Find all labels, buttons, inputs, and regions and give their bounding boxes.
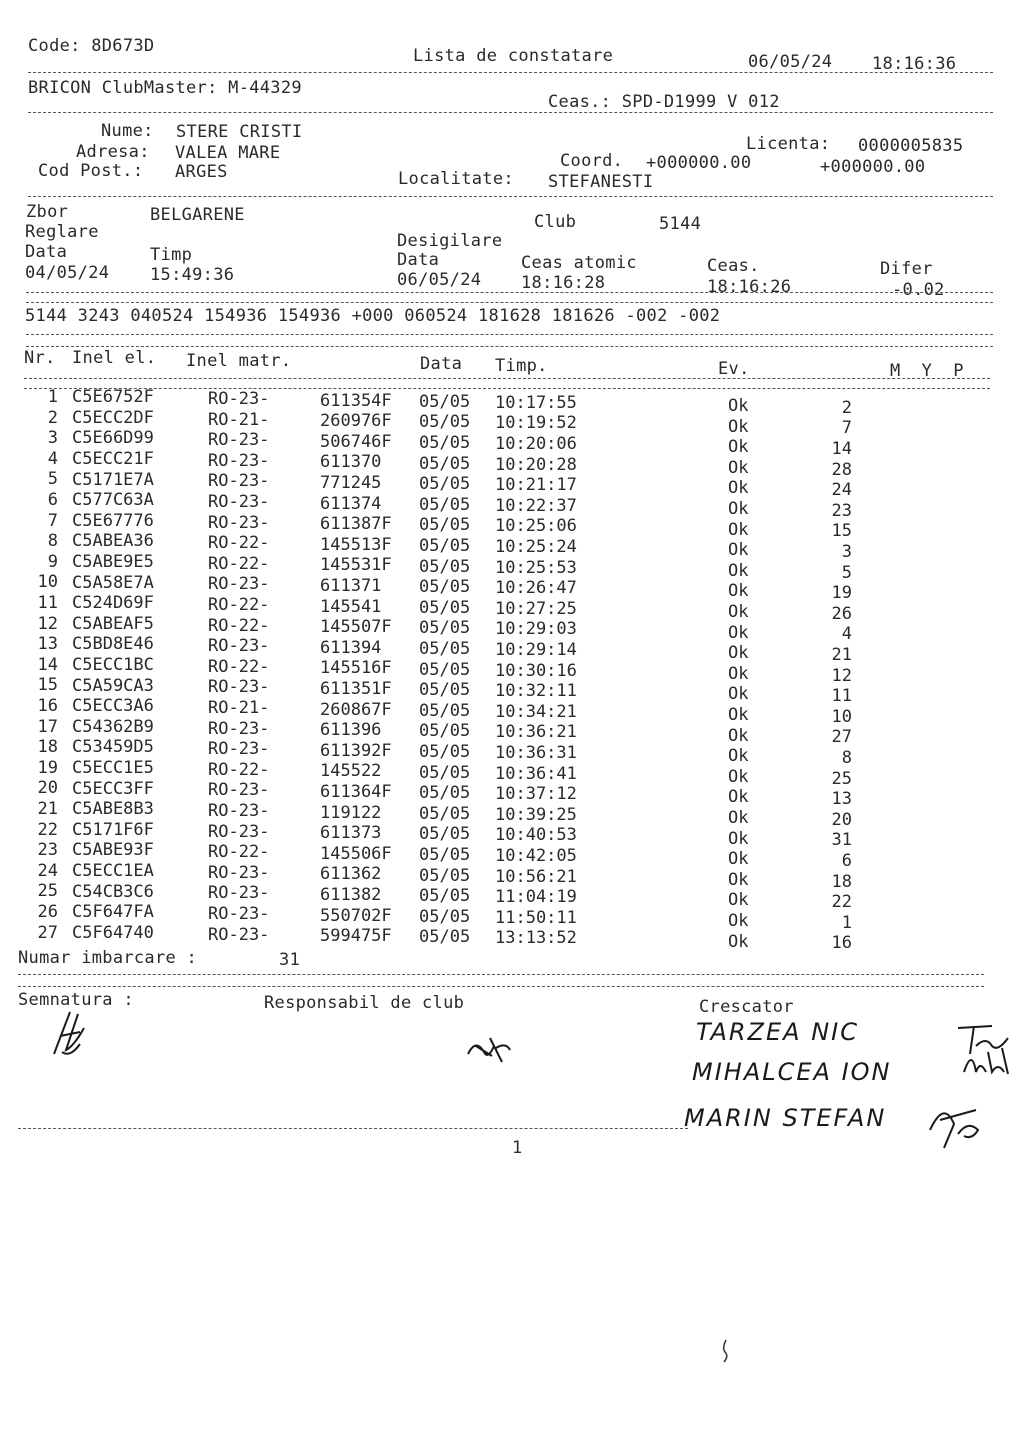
ring-prefix: RO-22- <box>208 759 270 780</box>
club-label: Club <box>534 212 577 232</box>
electronic-ring: C54CB3C6 <box>72 881 154 902</box>
event-status: Ok <box>728 705 749 726</box>
arrival-date: 05/05 <box>419 536 471 557</box>
event-status: Ok <box>728 808 749 829</box>
desigilare-date: 06/05/24 <box>397 270 482 290</box>
position-number: 10 <box>831 706 852 727</box>
event-status: Ok <box>728 560 749 581</box>
arrival-time: 10:42:05 <box>495 846 577 867</box>
electronic-ring: C5ABE93F <box>72 840 154 861</box>
position-number: 25 <box>831 768 852 789</box>
col-header-myp: M Y P <box>890 361 964 381</box>
ring-prefix: RO-23- <box>208 780 270 801</box>
ring-prefix: RO-22- <box>208 533 270 554</box>
row-number: 3 <box>47 428 58 449</box>
ring-prefix: RO-22- <box>208 553 270 574</box>
ring-number: 145541 <box>320 596 382 617</box>
row-number: 16 <box>37 696 58 716</box>
arrival-time: 10:20:06 <box>495 434 577 455</box>
row-number: 22 <box>37 819 58 840</box>
ring-prefix: RO-23- <box>208 718 270 739</box>
row-number: 9 <box>47 551 58 572</box>
col-header-inel-matr: Inel matr. <box>186 351 292 371</box>
ring-number: 611370 <box>320 452 382 473</box>
position-number: 13 <box>831 789 852 810</box>
ring-number: 611392F <box>320 740 392 761</box>
electronic-ring: C5171F6F <box>72 819 154 840</box>
postal-label: Cod Post.: <box>38 161 144 181</box>
clock-id: Ceas.: SPD-D1999 V 012 <box>548 92 780 112</box>
arrival-date: 05/05 <box>419 639 471 660</box>
position-number: 11 <box>831 686 852 707</box>
event-status: Ok <box>728 828 749 849</box>
ring-number: 260976F <box>320 411 392 432</box>
arrival-date: 05/05 <box>419 659 471 680</box>
owner-postal: ARGES <box>175 162 228 182</box>
ring-number: 611382 <box>320 884 382 905</box>
arrival-date: 05/05 <box>419 618 471 639</box>
arrival-time: 10:26:47 <box>495 578 577 599</box>
arrival-time: 10:37:12 <box>495 784 577 805</box>
divider <box>28 112 993 113</box>
divider <box>24 378 990 379</box>
electronic-ring: C5E6752F <box>72 387 154 408</box>
ring-number: 611396 <box>320 720 382 741</box>
clubmaster-id: BRICON ClubMaster: M-44329 <box>28 78 302 98</box>
responsabil-label: Responsabil de club <box>264 993 465 1013</box>
position-number: 20 <box>831 809 852 830</box>
col-header-data: Data <box>420 354 463 374</box>
arrival-time: 10:34:21 <box>495 701 577 722</box>
position-number: 2 <box>841 397 852 418</box>
ring-number: 145506F <box>320 843 392 864</box>
arrival-date: 05/05 <box>419 680 471 701</box>
row-number: 10 <box>37 572 58 593</box>
electronic-ring: C5ECC3A6 <box>72 696 154 717</box>
ring-number: 611371 <box>320 575 382 596</box>
electronic-ring: C5ABE9E5 <box>72 551 154 572</box>
position-number: 24 <box>831 480 852 501</box>
position-number: 5 <box>841 562 852 583</box>
signature-mark <box>40 1006 100 1066</box>
imbarcare-count: 31 <box>279 950 301 970</box>
arrival-time: 10:56:21 <box>495 866 577 887</box>
arrival-date: 05/05 <box>419 433 471 454</box>
address-label: Adresa: <box>76 142 150 162</box>
event-status: Ok <box>728 416 749 437</box>
electronic-ring: C5ECC21F <box>72 448 154 469</box>
electronic-ring: C5ECC1BC <box>72 654 154 675</box>
ring-prefix: RO-23- <box>208 574 270 595</box>
electronic-ring: C53459D5 <box>72 737 154 758</box>
arrival-time: 10:25:53 <box>495 557 577 578</box>
position-number: 21 <box>831 644 852 665</box>
imbarcare-label: Numar imbarcare : <box>18 948 198 968</box>
row-number: 12 <box>37 613 58 634</box>
arrival-time: 10:39:25 <box>495 804 577 825</box>
reglare-data-label: Data <box>25 242 68 262</box>
ring-prefix: RO-23- <box>208 739 270 760</box>
arrival-date: 05/05 <box>419 515 471 536</box>
row-number: 7 <box>47 510 58 531</box>
electronic-ring: C5ABE8B3 <box>72 799 154 820</box>
position-number: 27 <box>831 727 852 748</box>
arrival-time: 10:25:06 <box>495 516 577 537</box>
row-number: 2 <box>47 407 58 428</box>
ring-number: 260867F <box>320 699 392 720</box>
row-number: 14 <box>37 654 58 675</box>
col-header-nr: Nr. <box>24 348 56 368</box>
electronic-ring: C5171E7A <box>72 469 154 490</box>
event-status: Ok <box>728 519 749 540</box>
license-label: Licenta: <box>746 134 831 154</box>
arrival-date: 05/05 <box>419 494 471 515</box>
ceas-label: Ceas. <box>707 256 760 276</box>
arrival-date: 05/05 <box>419 474 471 495</box>
arrival-time: 10:36:31 <box>495 743 577 764</box>
owner-name: STERE CRISTI <box>176 122 303 142</box>
event-status: Ok <box>728 396 749 417</box>
zbor-label: Zbor <box>26 202 69 222</box>
arrival-date: 05/05 <box>419 927 471 948</box>
divider <box>28 196 993 197</box>
arrival-time: 10:36:41 <box>495 763 577 784</box>
row-number: 23 <box>37 840 58 861</box>
arrival-date: 05/05 <box>419 803 471 824</box>
club-signature-mark <box>462 1028 514 1072</box>
arrival-time: 11:04:19 <box>495 887 577 908</box>
position-number: 14 <box>831 438 852 459</box>
electronic-ring: C5A59CA3 <box>72 675 154 696</box>
club-number: 5144 <box>659 214 702 234</box>
handwritten-name-1: TARZEA NIC <box>696 1018 859 1046</box>
ring-prefix: RO-23- <box>208 471 270 492</box>
position-number: 22 <box>831 892 852 913</box>
handwritten-name-3: MARIN STEFAN <box>684 1104 887 1132</box>
position-number: 6 <box>841 850 852 871</box>
arrival-time: 10:27:25 <box>495 598 577 619</box>
divider <box>18 974 984 975</box>
reglare-date: 04/05/24 <box>25 263 110 283</box>
ring-prefix: RO-22- <box>208 842 270 863</box>
row-number: 11 <box>37 593 58 613</box>
position-number: 23 <box>831 500 852 521</box>
ring-number: 145531F <box>320 555 392 576</box>
document-title: Lista de constatare <box>413 46 614 66</box>
ring-prefix: RO-23- <box>208 883 270 904</box>
ring-number: 611373 <box>320 823 382 844</box>
row-number: 24 <box>37 860 58 881</box>
electronic-ring: C5ABEAF5 <box>72 613 154 634</box>
row-number: 6 <box>47 490 58 510</box>
desigilare-data-label: Data <box>397 250 440 270</box>
arrival-time: 10:32:11 <box>495 681 577 702</box>
arrival-time: 10:22:37 <box>495 495 577 516</box>
locality-label: Localitate: <box>398 169 514 189</box>
divider <box>28 72 993 73</box>
arrival-date: 05/05 <box>419 577 471 598</box>
event-status: Ok <box>728 684 749 705</box>
row-number: 4 <box>47 448 58 469</box>
position-number: 8 <box>841 747 852 768</box>
ring-number: 611362 <box>320 864 382 885</box>
arrival-date: 05/05 <box>419 824 471 845</box>
arrival-date: 05/05 <box>419 783 471 804</box>
clock-time: 18:16:26 <box>707 277 792 297</box>
event-status: Ok <box>728 499 749 520</box>
position-number: 15 <box>831 521 852 542</box>
electronic-ring: C5ECC1EA <box>72 860 154 881</box>
position-number: 4 <box>841 624 852 645</box>
arrival-date: 05/05 <box>419 700 471 721</box>
handwritten-name-2: MIHALCEA ION <box>692 1058 892 1086</box>
electronic-ring: C577C63A <box>72 490 154 511</box>
arrival-date: 05/05 <box>419 597 471 618</box>
ring-prefix: RO-22- <box>208 595 270 616</box>
arrival-time: 10:29:03 <box>495 619 577 640</box>
arrival-date: 05/05 <box>419 845 471 866</box>
arrival-date: 05/05 <box>419 886 471 907</box>
difer-label: Difer <box>880 259 933 279</box>
position-number: 26 <box>831 603 852 624</box>
electronic-ring: C5F64740 <box>72 922 154 943</box>
row-number: 17 <box>37 716 58 737</box>
owner-locality: STEFANESTI <box>548 172 654 192</box>
zbor-name: BELGARENE <box>150 205 245 225</box>
ring-number: 611374 <box>320 493 382 514</box>
header-date: 06/05/24 <box>748 52 833 72</box>
ring-number: 771245 <box>320 472 382 493</box>
ink-speck <box>718 1338 732 1364</box>
divider <box>26 346 993 347</box>
row-number: 20 <box>37 778 58 799</box>
row-number: 18 <box>37 737 58 758</box>
ring-prefix: RO-23- <box>208 862 270 883</box>
row-number: 8 <box>47 531 58 552</box>
ring-number: 611354F <box>320 390 392 411</box>
position-number: 18 <box>831 871 852 892</box>
name-label: Nume: <box>101 121 154 141</box>
event-status: Ok <box>728 643 749 664</box>
license-number: 0000005835 <box>858 136 964 156</box>
electronic-ring: C5A58E7A <box>72 572 154 593</box>
desigilare-label: Desigilare <box>397 231 503 251</box>
row-number: 26 <box>37 902 58 922</box>
crescator-label: Crescator <box>699 997 794 1017</box>
arrival-time: 10:25:24 <box>495 537 577 558</box>
divider <box>24 388 990 389</box>
arrival-date: 05/05 <box>419 391 471 412</box>
electronic-ring: C5ECC1E5 <box>72 757 154 778</box>
ring-prefix: RO-23- <box>208 801 270 822</box>
arrival-date: 05/05 <box>419 556 471 577</box>
ring-number: 611387F <box>320 514 392 535</box>
arrival-date: 05/05 <box>419 742 471 763</box>
arrival-time: 10:40:53 <box>495 825 577 846</box>
divider <box>18 1128 688 1129</box>
electronic-ring: C54362B9 <box>72 716 154 737</box>
col-header-timp: Timp. <box>495 356 548 376</box>
ring-number: 506746F <box>320 431 392 452</box>
row-number: 1 <box>47 387 58 407</box>
event-status: Ok <box>728 766 749 787</box>
ring-number: 550702F <box>320 905 392 926</box>
coord-x: +000000.00 <box>646 153 752 173</box>
ring-number: 611351F <box>320 678 392 699</box>
event-status: Ok <box>728 602 749 623</box>
electronic-ring: C5E66D99 <box>72 428 154 449</box>
electronic-ring: C5F647FA <box>72 902 154 923</box>
col-header-ev: Ev. <box>718 359 750 379</box>
event-status: Ok <box>728 911 749 932</box>
divider <box>26 334 993 335</box>
col-header-inel-el: Inel el. <box>72 348 157 368</box>
arrival-time: 10:17:55 <box>495 392 577 413</box>
arrival-date: 05/05 <box>419 906 471 927</box>
arrival-date: 05/05 <box>419 762 471 783</box>
ring-prefix: RO-23- <box>208 492 270 513</box>
event-status: Ok <box>728 746 749 767</box>
divider <box>18 986 984 987</box>
ring-number: 145507F <box>320 617 392 638</box>
event-status: Ok <box>728 437 749 458</box>
reglare-label: Reglare <box>25 222 99 242</box>
coord-y: +000000.00 <box>820 157 926 177</box>
ring-prefix: RO-23- <box>208 636 270 657</box>
arrival-date: 05/05 <box>419 865 471 886</box>
ring-number: 599475F <box>320 926 392 947</box>
document-code: Code: 8D673D <box>28 36 155 56</box>
ring-number: 145516F <box>320 658 392 679</box>
arrival-time: 11:50:11 <box>495 907 577 928</box>
event-status: Ok <box>728 581 749 602</box>
arrival-time: 10:36:21 <box>495 722 577 743</box>
arrival-time: 10:29:14 <box>495 640 577 661</box>
clock-difference: -0.02 <box>892 280 945 300</box>
position-number: 3 <box>841 541 852 562</box>
header-time: 18:16:36 <box>872 54 957 74</box>
arrival-time: 10:30:16 <box>495 660 577 681</box>
event-status: Ok <box>728 663 749 684</box>
reglare-time: 15:49:36 <box>150 265 235 285</box>
ring-prefix: RO-22- <box>208 615 270 636</box>
event-status: Ok <box>728 457 749 478</box>
arrival-time: 10:20:28 <box>495 454 577 475</box>
reglare-timp-label: Timp <box>150 245 193 265</box>
event-status: Ok <box>728 787 749 808</box>
ring-prefix: RO-23- <box>208 450 270 471</box>
row-number: 5 <box>47 469 58 490</box>
divider <box>26 292 993 293</box>
position-number: 16 <box>831 933 852 954</box>
arrival-time: 10:21:17 <box>495 475 577 496</box>
encoded-summary-line: 5144 3243 040524 154936 154936 +000 060524 181628 181626 -002 -002 <box>25 306 721 326</box>
atomic-clock-time: 18:16:28 <box>521 273 606 293</box>
electronic-ring: C5ABEA36 <box>72 531 154 552</box>
ring-prefix: RO-23- <box>208 904 270 925</box>
page-number: 1 <box>512 1138 523 1158</box>
ring-number: 611394 <box>320 637 382 658</box>
electronic-ring: C5BD8E46 <box>72 634 154 655</box>
position-number: 12 <box>831 665 852 686</box>
ring-prefix: RO-23- <box>208 821 270 842</box>
row-number: 21 <box>37 799 58 819</box>
position-number: 19 <box>831 583 852 604</box>
ring-number: 119122 <box>320 802 382 823</box>
row-number: 27 <box>37 922 58 943</box>
row-number: 25 <box>37 881 58 902</box>
event-status: Ok <box>728 725 749 746</box>
semnatura-label: Semnatura : <box>18 990 134 1010</box>
event-status: Ok <box>728 931 749 952</box>
event-status: Ok <box>728 540 749 561</box>
owner-address: VALEA MARE <box>175 143 281 163</box>
row-number: 19 <box>37 757 58 778</box>
position-number: 1 <box>841 912 852 933</box>
handwritten-signature-3 <box>924 1090 988 1154</box>
ring-prefix: RO-21- <box>208 409 270 430</box>
ring-prefix: RO-22- <box>208 656 270 677</box>
electronic-ring: C524D69F <box>72 593 154 614</box>
ring-number: 145513F <box>320 534 392 555</box>
ring-prefix: RO-23- <box>208 389 270 410</box>
arrival-time: 13:13:52 <box>495 928 577 949</box>
ring-prefix: RO-23- <box>208 924 270 945</box>
event-status: Ok <box>728 622 749 643</box>
position-number: 31 <box>831 830 852 851</box>
arrival-date: 05/05 <box>419 412 471 433</box>
position-number: 28 <box>831 459 852 480</box>
event-status: Ok <box>728 478 749 499</box>
ring-prefix: RO-23- <box>208 430 270 451</box>
ceas-atomic-label: Ceas atomic <box>521 253 637 273</box>
position-number: 7 <box>841 418 852 439</box>
handwritten-signature-2 <box>958 1042 1018 1082</box>
arrival-date: 05/05 <box>419 453 471 474</box>
ring-prefix: RO-21- <box>208 698 270 719</box>
divider <box>26 302 993 303</box>
row-number: 15 <box>37 675 58 696</box>
electronic-ring: C5E67776 <box>72 510 154 531</box>
arrival-time: 10:19:52 <box>495 413 577 434</box>
event-status: Ok <box>728 849 749 870</box>
ring-number: 611364F <box>320 781 392 802</box>
ring-number: 145522 <box>320 761 382 782</box>
event-status: Ok <box>728 890 749 911</box>
coord-label: Coord. <box>560 151 624 171</box>
event-status: Ok <box>728 869 749 890</box>
electronic-ring: C5ECC3FF <box>72 778 154 799</box>
arrival-date: 05/05 <box>419 721 471 742</box>
ring-prefix: RO-23- <box>208 677 270 698</box>
ring-prefix: RO-23- <box>208 512 270 533</box>
electronic-ring: C5ECC2DF <box>72 407 154 428</box>
row-number: 13 <box>37 634 58 655</box>
